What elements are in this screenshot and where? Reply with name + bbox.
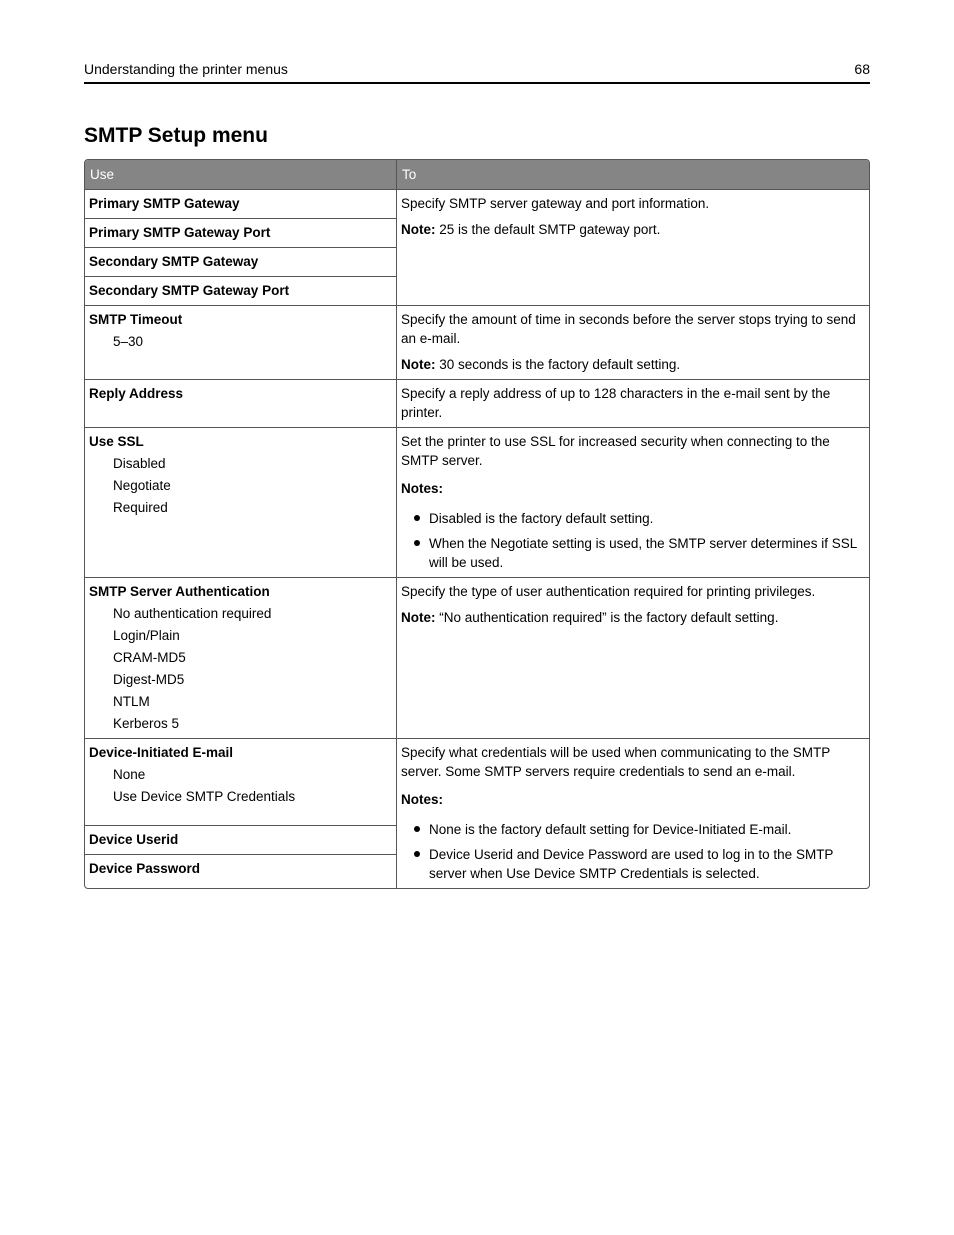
menu-item-device-userid: Device Userid xyxy=(89,831,179,847)
option-value: Required xyxy=(113,500,168,515)
table-row xyxy=(85,577,869,738)
option-value: Login/Plain xyxy=(113,628,180,643)
note-label: Note: xyxy=(401,610,436,625)
use-cell xyxy=(85,854,397,888)
note-label: Note: xyxy=(401,357,436,372)
use-cell xyxy=(85,218,397,247)
menu-item-reply-address: Reply Address xyxy=(89,386,184,401)
use-cell xyxy=(85,825,397,854)
column-header-to: To xyxy=(397,160,869,190)
option-value: NTLM xyxy=(113,694,150,709)
note-label: Note: xyxy=(401,222,436,237)
to-cell xyxy=(397,305,869,379)
option-value: Use Device SMTP Credentials xyxy=(113,789,296,804)
notes-list xyxy=(401,509,861,572)
note-bullet: When the Negotiate setting is used, the SMTP server determines if SSL will be used. xyxy=(401,534,861,572)
use-cell xyxy=(85,190,397,218)
menu-item-smtp-timeout: SMTP Timeout xyxy=(89,312,183,327)
table-row xyxy=(85,379,869,427)
table-row xyxy=(85,427,869,577)
description: Specify the type of user authentication required for printing privileges. xyxy=(401,584,816,599)
description: Set the printer to use SSL for increased security when connecting to the SMTP server. xyxy=(401,434,830,468)
use-cell xyxy=(85,738,397,825)
notes-label: Notes: xyxy=(401,481,444,496)
header-title: Understanding the printer menus xyxy=(84,61,288,77)
table-row xyxy=(85,305,869,379)
notes-list xyxy=(401,820,861,883)
note xyxy=(401,220,861,239)
description: Specify the amount of time in seconds before the server stops trying to send an e-mail. xyxy=(401,312,856,346)
use-cell xyxy=(85,427,397,577)
option-value: 5–30 xyxy=(113,334,144,349)
option-value: None xyxy=(113,767,146,782)
option-value: Negotiate xyxy=(113,478,171,493)
option-value: Disabled xyxy=(113,456,166,471)
to-cell xyxy=(397,379,869,427)
to-cell xyxy=(397,738,869,888)
note-text: 25 is the default SMTP gateway port. xyxy=(435,222,661,237)
note-bullet: None is the factory default setting for Device-Initiated E-mail. xyxy=(401,820,861,839)
note-text: “No authentication required” is the factory default setting. xyxy=(435,610,779,625)
use-cell xyxy=(85,247,397,276)
section-title: SMTP Setup menu xyxy=(84,124,268,147)
menu-item-device-password: Device Password xyxy=(89,860,201,876)
page-header xyxy=(84,60,870,84)
table-row xyxy=(85,738,869,825)
table-header-row xyxy=(85,160,869,190)
page-number: 68 xyxy=(854,61,870,77)
note-text: 30 seconds is the factory default setting. xyxy=(435,357,681,372)
note xyxy=(401,355,861,374)
description: Specify what credentials will be used when communicating to the SMTP server. Some SMTP servers require credentials to send an e-mail. xyxy=(401,745,830,779)
menu-item-secondary-smtp-gateway: Secondary SMTP Gateway xyxy=(89,254,259,269)
menu-item-secondary-smtp-gateway-port: Secondary SMTP Gateway Port xyxy=(89,283,290,298)
to-cell xyxy=(397,190,869,305)
menu-item-use-ssl: Use SSL xyxy=(89,434,144,449)
use-cell xyxy=(85,276,397,305)
notes-label: Notes: xyxy=(401,792,444,807)
smtp-setup-table xyxy=(84,159,870,889)
menu-item-primary-smtp-gateway: Primary SMTP Gateway xyxy=(89,196,240,211)
to-cell xyxy=(397,427,869,577)
column-header-use: Use xyxy=(85,160,397,190)
menu-item-device-initiated-email: Device-Initiated E-mail xyxy=(89,745,234,760)
use-cell xyxy=(85,305,397,379)
to-cell xyxy=(397,577,869,738)
option-value: Kerberos 5 xyxy=(113,716,180,731)
menu-item-smtp-server-authentication: SMTP Server Authentication xyxy=(89,584,270,599)
use-cell xyxy=(85,577,397,738)
option-value: No authentication required xyxy=(113,606,272,621)
description: Specify SMTP server gateway and port information. xyxy=(401,196,710,211)
option-value: Digest-MD5 xyxy=(113,672,185,687)
note-bullet: Disabled is the factory default setting. xyxy=(401,509,861,528)
table-row xyxy=(85,190,869,218)
description: Specify a reply address of up to 128 characters in the e-mail sent by the printer. xyxy=(401,386,831,420)
note xyxy=(401,608,861,627)
menu-item-primary-smtp-gateway-port: Primary SMTP Gateway Port xyxy=(89,225,271,240)
note-bullet: Device Userid and Device Password are used to log in to the SMTP server when Use Device SMTP Credentials is selected. xyxy=(401,845,861,883)
use-cell xyxy=(85,379,397,427)
option-value: CRAM-MD5 xyxy=(113,650,186,665)
